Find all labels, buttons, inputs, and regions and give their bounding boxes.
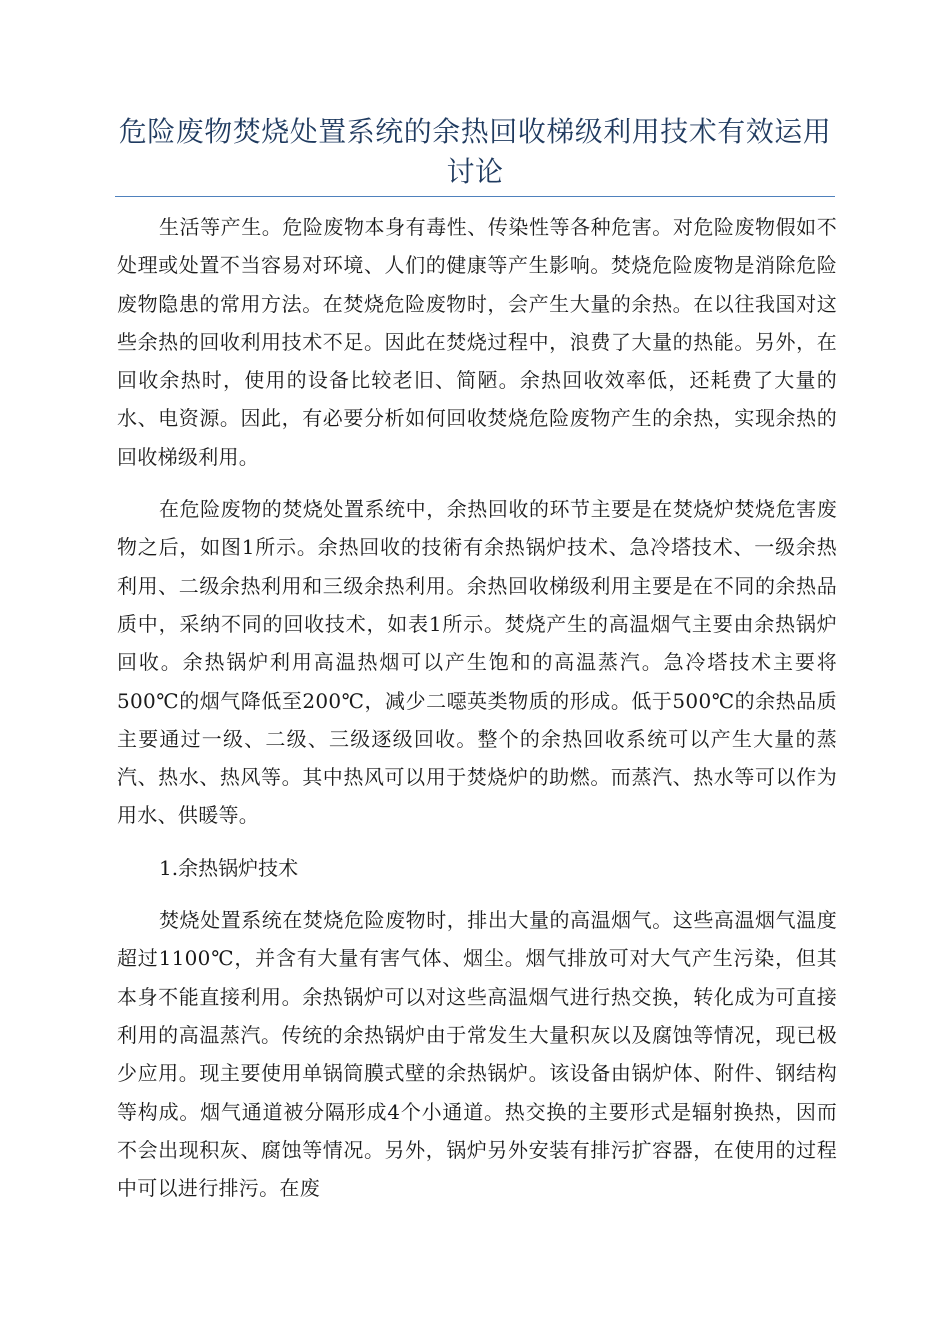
section-heading: 1.余热锅炉技术 xyxy=(159,855,299,880)
paragraph-boiler-tech: 焚烧处置系统在焚烧危险废物时，排出大量的高温烟气。这些高温烟气温度超过1100℃，并含有大量有害气体、烟尘。烟气排放可对大气产生污染，但其本身不能直接利用。余热锅炉可以对这些高温烟气进行热交换，转化成为可直接利用的高温蒸汽。传统的余热锅炉由于常发生大量积灰以及腐蚀等情况，现已极少应用。现主要使用单锅筒膜式壁的余热锅炉。该设备由锅炉体、附件、钢结构等构成。烟气通道被分隔形成4个小通道。热交换的主要形式是辐射换热，因而不会出现积灰、腐蚀等情况。另外，锅炉另外安装有排污扩容器，在使用的过程中可以进行排污。在废 xyxy=(117,908,837,1201)
paragraph-intro: 生活等产生。危险废物本身有毒性、传染性等各种危害。对危险废物假如不处理或处置不当容易对环境、人们的健康等产生影响。焚烧危险废物是消除危险废物隐患的常用方法。在焚烧危险废物时，会产生大量的余热。在以往我国对这些余热的回收利用技术不足。因此在焚烧过程中，浪费了大量的热能。另外，在回收余热时，使用的设备比较老旧、简陋。余热回收效率低，还耗费了大量的水、电资源。因此，有必要分析如何回收焚烧危险废物产生的余热，实现余热的回收梯级利用。 xyxy=(117,215,837,469)
paragraph-system-overview: 在危险废物的焚烧处置系统中，余热回收的环节主要是在焚烧炉焚烧危害废物之后，如图1所示。余热回收的技術有余热锅炉技术、急冷塔技术、一级余热利用、二级余热利用和三级余热利用。余热回收梯级利用主要是在不同的余热品质中，采纳不同的回收技术，如表1所示。焚烧产生的高温烟气主要由余热锅炉回收。余热锅炉利用高温热烟可以产生饱和的高温蒸汽。急冷塔技术主要将500℃的烟气降低至200℃，减少二噁英类物质的形成。低于500℃的余热品质主要通过一级、二级、三级逐级回收。整个的余热回收系统可以产生大量的蒸汽、热水、热风等。其中热风可以用于焚烧炉的助燃。而蒸汽、热水等可以作为用水、供暖等。 xyxy=(117,497,837,828)
document-title: 危险废物焚烧处置系统的余热回收梯级利用技术有效运用讨论 xyxy=(118,115,832,188)
title-block xyxy=(115,112,835,197)
document-body xyxy=(117,208,837,1221)
